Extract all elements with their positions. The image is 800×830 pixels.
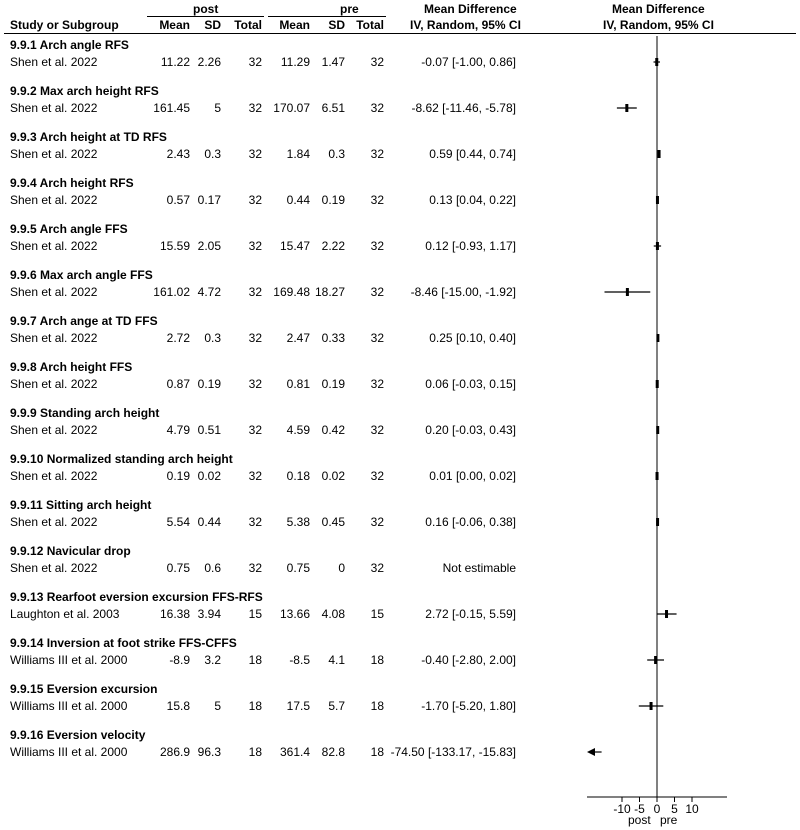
- study-name-cell: Shen et al. 2022: [10, 515, 98, 529]
- md-ci-cell: 2.72 [-0.15, 5.59]: [425, 607, 516, 621]
- effect-estimate-marker: [656, 196, 659, 204]
- md-ci-cell: 0.59 [0.44, 0.74]: [429, 147, 516, 161]
- pre-sd-cell: 4.08: [321, 607, 345, 621]
- post-sd-cell: 3.94: [197, 607, 221, 621]
- study-name-cell: Laughton et al. 2003: [10, 607, 120, 621]
- pre-mean-cell: 17.5: [286, 699, 310, 713]
- post-mean-cell: 161.45: [153, 101, 190, 115]
- subgroup-title: 9.9.16 Eversion velocity: [10, 728, 146, 742]
- post-total-header: Total: [234, 18, 262, 32]
- pre-mean-cell: 0.44: [286, 193, 310, 207]
- subgroup-title: 9.9.7 Arch ange at TD FFS: [10, 314, 158, 328]
- post-mean-cell: 16.38: [159, 607, 190, 621]
- pre-sd-cell: 0.45: [321, 515, 345, 529]
- md-ci-cell: -0.07 [-1.00, 0.86]: [421, 55, 516, 69]
- pre-sd-cell: 0.33: [321, 331, 345, 345]
- pre-sd-cell: 4.1: [328, 653, 345, 667]
- subgroup-title: 9.9.13 Rearfoot eversion excursion FFS-RFS: [10, 590, 263, 604]
- pre-mean-cell: 2.47: [286, 331, 310, 345]
- md-ci-cell: 0.01 [0.00, 0.02]: [429, 469, 516, 483]
- pre-total-cell: 15: [370, 607, 384, 621]
- pre-total-cell: 18: [370, 653, 384, 667]
- study-name-cell: Shen et al. 2022: [10, 101, 98, 115]
- study-name-cell: Shen et al. 2022: [10, 469, 98, 483]
- pre-mean-cell: 170.07: [273, 101, 310, 115]
- post-mean-cell: 11.22: [160, 55, 190, 69]
- study-name-cell: Shen et al. 2022: [10, 193, 98, 207]
- effect-estimate-marker: [665, 610, 668, 618]
- pre-mean-cell: 13.66: [279, 607, 310, 621]
- effect-estimate-marker: [656, 518, 659, 526]
- post-total-cell: 32: [248, 515, 262, 529]
- md-ci-cell: -0.40 [-2.80, 2.00]: [421, 653, 516, 667]
- md-method-header: IV, Random, 95% CI: [410, 18, 521, 32]
- effect-estimate-marker: [626, 288, 629, 296]
- pre-mean-cell: 1.84: [286, 147, 310, 161]
- pre-total-cell: 32: [370, 55, 384, 69]
- md-ci-cell: 0.25 [0.10, 0.40]: [429, 331, 516, 345]
- effect-estimate-marker: [625, 104, 628, 112]
- post-total-cell: 32: [248, 55, 262, 69]
- md-ci-cell: -8.46 [-15.00, -1.92]: [410, 285, 516, 299]
- pre-total-cell: 32: [370, 515, 384, 529]
- post-mean-cell: 4.79: [166, 423, 190, 437]
- pre-total-cell: 32: [370, 101, 384, 115]
- post-sd-cell: 0.3: [204, 147, 221, 161]
- md-ci-cell: -74.50 [-133.17, -15.83]: [390, 745, 516, 759]
- md-ci-cell: 0.06 [-0.03, 0.15]: [425, 377, 516, 391]
- pre-mean-cell: 0.81: [286, 377, 310, 391]
- group-post-header: post: [193, 2, 219, 16]
- post-sd-cell: 0.17: [197, 193, 221, 207]
- pre-sd-cell: 18.27: [314, 285, 345, 299]
- axis-label-post: post: [628, 813, 651, 827]
- x-tick-label: 10: [685, 802, 699, 816]
- post-sd-cell: 0.6: [204, 561, 221, 575]
- post-mean-header: Mean: [159, 18, 190, 32]
- pre-sd-cell: 0: [338, 561, 345, 575]
- post-sd-cell: 2.26: [197, 55, 221, 69]
- x-tick-label: -10: [613, 802, 631, 816]
- post-sd-cell: 2.05: [197, 239, 221, 253]
- effect-estimate-marker: [655, 58, 658, 66]
- pre-sd-cell: 0.19: [321, 377, 345, 391]
- post-sd-cell: 0.3: [204, 331, 221, 345]
- post-mean-cell: 0.87: [166, 377, 190, 391]
- post-total-cell: 32: [248, 285, 262, 299]
- subgroup-title: 9.9.12 Navicular drop: [10, 544, 131, 558]
- md-ci-cell: 0.20 [-0.03, 0.43]: [425, 423, 516, 437]
- effect-estimate-marker: [656, 472, 659, 480]
- post-total-cell: 18: [248, 653, 262, 667]
- post-total-cell: 32: [248, 469, 262, 483]
- subgroup-title: 9.9.2 Max arch height RFS: [10, 84, 159, 98]
- pre-total-cell: 32: [370, 239, 384, 253]
- post-total-cell: 32: [248, 193, 262, 207]
- post-mean-cell: -8.9: [169, 653, 190, 667]
- md-title-header: Mean Difference: [424, 2, 517, 16]
- post-mean-cell: 5.54: [166, 515, 190, 529]
- post-mean-cell: 286.9: [159, 745, 190, 759]
- pre-mean-cell: 11.29: [280, 55, 310, 69]
- effect-estimate-marker: [656, 242, 659, 250]
- effect-estimate-marker: [656, 334, 659, 342]
- pre-total-cell: 32: [370, 193, 384, 207]
- post-mean-cell: 15.8: [166, 699, 190, 713]
- study-name-cell: Shen et al. 2022: [10, 285, 98, 299]
- subgroup-title: 9.9.3 Arch height at TD RFS: [10, 130, 167, 144]
- post-mean-cell: 0.57: [166, 193, 190, 207]
- md-ci-cell: 0.12 [-0.93, 1.17]: [425, 239, 516, 253]
- post-total-cell: 18: [248, 745, 262, 759]
- post-sd-cell: 5: [214, 101, 221, 115]
- post-total-cell: 32: [248, 561, 262, 575]
- pre-total-header: Total: [356, 18, 384, 32]
- effect-estimate-marker: [654, 656, 657, 664]
- pre-total-cell: 32: [370, 285, 384, 299]
- pre-total-cell: 32: [370, 469, 384, 483]
- pre-sd-cell: 2.22: [321, 239, 345, 253]
- md-ci-cell: Not estimable: [442, 561, 516, 575]
- study-name-cell: Shen et al. 2022: [10, 55, 98, 69]
- post-total-cell: 32: [248, 331, 262, 345]
- pre-mean-cell: -8.5: [289, 653, 310, 667]
- study-name-cell: Williams III et al. 2000: [10, 745, 128, 759]
- pre-total-cell: 18: [370, 699, 384, 713]
- post-total-cell: 32: [248, 101, 262, 115]
- study-name-cell: Williams III et al. 2000: [10, 699, 128, 713]
- post-sd-cell: 0.51: [197, 423, 221, 437]
- study-name-cell: Shen et al. 2022: [10, 239, 98, 253]
- pre-mean-cell: 0.75: [286, 561, 310, 575]
- group-pre-header: pre: [340, 2, 359, 16]
- pre-mean-cell: 361.4: [279, 745, 310, 759]
- post-mean-cell: 0.75: [166, 561, 190, 575]
- post-sd-cell: 96.3: [197, 745, 221, 759]
- pre-mean-cell: 0.18: [286, 469, 310, 483]
- x-tick-label: 5: [671, 802, 678, 816]
- pre-sd-cell: 1.47: [321, 55, 345, 69]
- plot-title-header: Mean Difference: [612, 2, 705, 16]
- study-name-cell: Shen et al. 2022: [10, 423, 98, 437]
- post-mean-cell: 0.19: [166, 469, 190, 483]
- pre-total-cell: 32: [370, 331, 384, 345]
- subgroup-title: 9.9.10 Normalized standing arch height: [10, 452, 233, 466]
- effect-estimate-marker: [656, 380, 659, 388]
- axis-label-pre: pre: [660, 813, 678, 827]
- subgroup-title: 9.9.11 Sitting arch height: [10, 498, 152, 512]
- pre-mean-header: Mean: [279, 18, 310, 32]
- pre-sd-cell: 5.7: [328, 699, 345, 713]
- x-tick-label: -5: [634, 802, 645, 816]
- md-ci-cell: 0.13 [0.04, 0.22]: [429, 193, 516, 207]
- subgroup-title: 9.9.6 Max arch angle FFS: [10, 268, 153, 282]
- pre-total-cell: 18: [370, 745, 384, 759]
- post-sd-cell: 5: [214, 699, 221, 713]
- post-sd-cell: 0.02: [197, 469, 221, 483]
- post-mean-cell: 15.59: [159, 239, 190, 253]
- pre-mean-cell: 15.47: [279, 239, 310, 253]
- pre-mean-cell: 4.59: [286, 423, 310, 437]
- effect-estimate-marker: [650, 702, 653, 710]
- post-mean-cell: 161.02: [153, 285, 190, 299]
- post-total-cell: 32: [248, 147, 262, 161]
- post-sd-header: SD: [204, 18, 221, 32]
- x-tick-label: 0: [653, 802, 661, 816]
- pre-sd-header: SD: [328, 18, 345, 32]
- pre-total-cell: 32: [370, 377, 384, 391]
- pre-sd-cell: 0.19: [321, 193, 345, 207]
- study-header: Study or Subgroup: [10, 18, 119, 32]
- study-name-cell: Williams III et al. 2000: [10, 653, 128, 667]
- pre-total-cell: 32: [370, 147, 384, 161]
- pre-sd-cell: 6.51: [321, 101, 345, 115]
- post-total-cell: 18: [248, 699, 262, 713]
- study-name-cell: Shen et al. 2022: [10, 147, 98, 161]
- post-sd-cell: 4.72: [197, 285, 221, 299]
- study-name-cell: Shen et al. 2022: [10, 331, 98, 345]
- subgroup-title: 9.9.5 Arch angle FFS: [10, 222, 128, 236]
- post-sd-cell: 3.2: [204, 653, 221, 667]
- subgroup-title: 9.9.1 Arch angle RFS: [10, 38, 129, 52]
- md-ci-cell: -1.70 [-5.20, 1.80]: [421, 699, 516, 713]
- effect-estimate-marker: [656, 426, 659, 434]
- pre-sd-cell: 82.8: [321, 745, 345, 759]
- pre-sd-cell: 0.3: [328, 147, 345, 161]
- post-sd-cell: 0.19: [197, 377, 221, 391]
- subgroup-title: 9.9.4 Arch height RFS: [10, 176, 134, 190]
- pre-mean-cell: 5.38: [286, 515, 310, 529]
- post-total-cell: 15: [248, 607, 262, 621]
- post-mean-cell: 2.72: [166, 331, 190, 345]
- study-name-cell: Shen et al. 2022: [10, 377, 98, 391]
- post-sd-cell: 0.44: [197, 515, 221, 529]
- pre-sd-cell: 0.02: [321, 469, 345, 483]
- md-ci-cell: 0.16 [-0.06, 0.38]: [425, 515, 516, 529]
- effect-estimate-marker: [658, 150, 661, 158]
- plot-method-header: IV, Random, 95% CI: [603, 18, 714, 32]
- ci-arrow-left: [587, 748, 595, 756]
- post-total-cell: 32: [248, 239, 262, 253]
- study-name-cell: Shen et al. 2022: [10, 561, 98, 575]
- subgroup-title: 9.9.9 Standing arch height: [10, 406, 160, 420]
- pre-total-cell: 32: [370, 561, 384, 575]
- post-total-cell: 32: [248, 377, 262, 391]
- post-total-cell: 32: [248, 423, 262, 437]
- subgroup-title: 9.9.14 Inversion at foot strike FFS-CFFS: [10, 636, 237, 650]
- pre-mean-cell: 169.48: [273, 285, 310, 299]
- subgroup-title: 9.9.15 Eversion excursion: [10, 682, 158, 696]
- subgroup-title: 9.9.8 Arch height FFS: [10, 360, 133, 374]
- pre-total-cell: 32: [370, 423, 384, 437]
- post-mean-cell: 2.43: [166, 147, 190, 161]
- md-ci-cell: -8.62 [-11.46, -5.78]: [411, 101, 516, 115]
- pre-sd-cell: 0.42: [321, 423, 345, 437]
